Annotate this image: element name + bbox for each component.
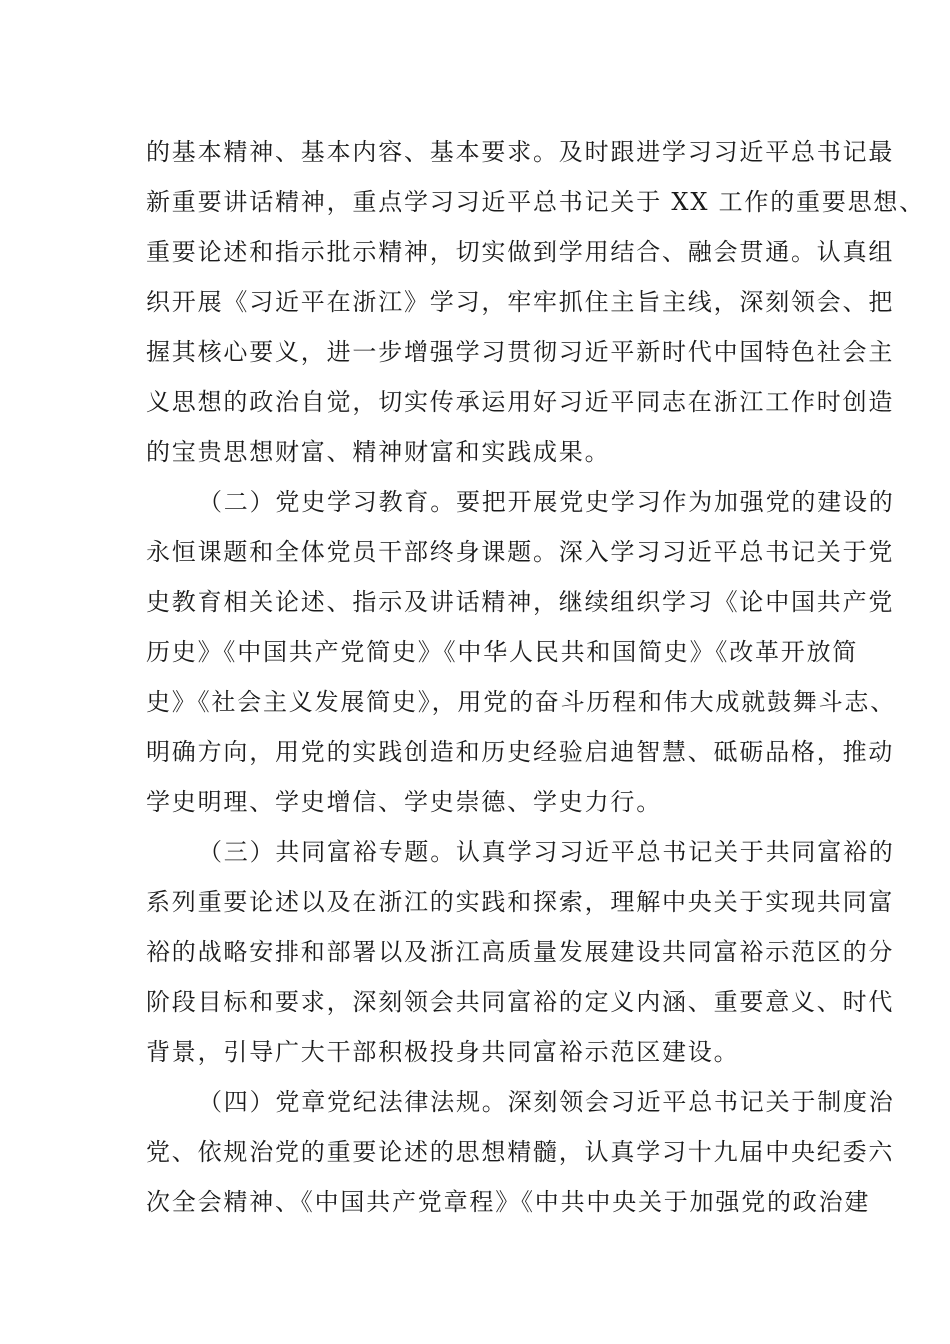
- text-line: 党、依规治党的重要论述的思想精髓，认真学习十九届中央纪委六: [146, 1138, 895, 1166]
- document-body: [146, 127, 926, 1227]
- text-line: 的宝贵思想财富、精神财富和实践成果。: [146, 438, 611, 466]
- text-line: 次全会精神、《中国共产党章程》《中共中央关于加强党的政治建: [146, 1188, 871, 1216]
- text-line: 裕的战略安排和部署以及浙江高质量发展建设共同富裕示范区的分: [146, 938, 895, 966]
- section-heading-line: （三）共同富裕专题。认真学习习近平总书记关于共同富裕的: [198, 838, 895, 866]
- text-line: 阶段目标和要求，深刻领会共同富裕的定义内涵、重要意义、时代: [146, 988, 895, 1016]
- text-line: 系列重要论述以及在浙江的实践和探索，理解中央关于实现共同富: [146, 888, 895, 916]
- text-line: 史》《社会主义发展简史》，用党的奋斗历程和伟大成就鼓舞斗志、: [146, 688, 896, 716]
- text-line: 历史》《中国共产党简史》《中华人民共和国简史》《改革开放简: [146, 638, 859, 666]
- text-line: 义思想的政治自觉，切实传承运用好习近平同志在浙江工作时创造: [146, 388, 895, 416]
- text-line: 的基本精神、基本内容、基本要求。及时跟进学习习近平总书记最: [146, 138, 895, 166]
- section-heading-line: （四）党章党纪法律法规。深刻领会习近平总书记关于制度治: [198, 1088, 895, 1116]
- text-line: 新重要讲话精神，重点学习习近平总书记关于 XX 工作的重要思想、: [146, 188, 926, 216]
- text-line: 握其核心要义，进一步增强学习贯彻习近平新时代中国特色社会主: [146, 338, 895, 366]
- text-line: 学史明理、学史增信、学史崇德、学史力行。: [146, 788, 662, 816]
- text-line: 永恒课题和全体党员干部终身课题。深入学习习近平总书记关于党: [146, 538, 895, 566]
- text-line: 织开展《习近平在浙江》学习，牢牢抓住主旨主线，深刻领会、把: [146, 288, 895, 316]
- text-line: 背景，引导广大干部积极投身共同富裕示范区建设。: [146, 1038, 740, 1066]
- text-line: 明确方向，用党的实践创造和历史经验启迪智慧、砥砺品格，推动: [146, 738, 895, 766]
- text-line: 史教育相关论述、指示及讲话精神，继续组织学习《论中国共产党: [146, 588, 895, 616]
- section-heading-line: （二）党史学习教育。要把开展党史学习作为加强党的建设的: [198, 488, 895, 516]
- text-line: 重要论述和指示批示精神，切实做到学用结合、融会贯通。认真组: [146, 238, 895, 266]
